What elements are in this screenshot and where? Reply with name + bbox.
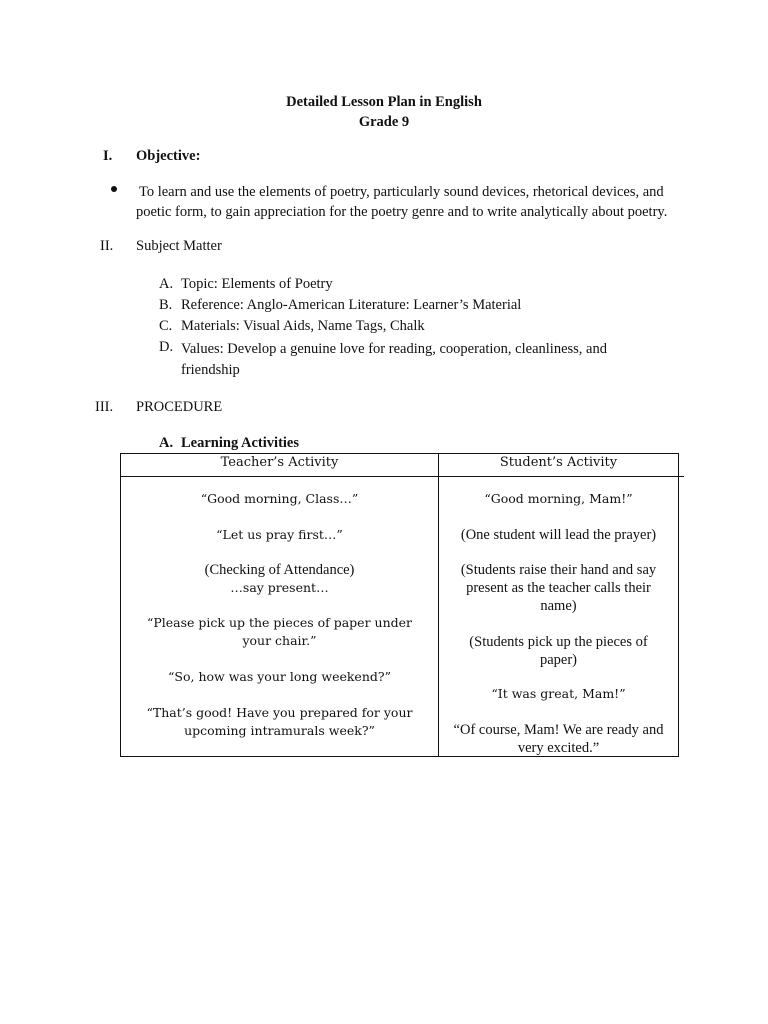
procedure-heading: PROCEDURE xyxy=(136,399,223,415)
student-pick-up-paper: (Students pick up the pieces of paper) xyxy=(469,634,648,668)
teacher-prayer: “Let us pray first…” xyxy=(216,527,343,542)
bullet-icon xyxy=(111,186,117,192)
subject-item-reference: Reference: Anglo-American Literature: Learner’s Material xyxy=(181,297,522,313)
teacher-intramurals-question: “That’s good! Have you prepared for your upcoming intramurals week?” xyxy=(146,705,413,738)
subject-item-topic: Topic: Elements of Poetry xyxy=(181,276,333,292)
document-subtitle: Grade 9 xyxy=(358,114,410,130)
student-prayer: (One student will lead the prayer) xyxy=(460,527,657,543)
subject-item-letter: B. xyxy=(159,297,173,313)
subject-matter-numeral: II. xyxy=(100,238,114,254)
learning-activities-heading: Learning Activities xyxy=(181,435,300,451)
learning-activities-table xyxy=(120,453,679,757)
student-intramurals-answer: “Of course, Mam! We are ready and very excited.” xyxy=(453,722,664,756)
objective-numeral: I. xyxy=(103,148,113,164)
subject-item-letter: C. xyxy=(159,318,173,334)
teacher-activity-header: Teacher’s Activity xyxy=(220,455,339,470)
objective-heading: Objective: xyxy=(136,148,201,164)
student-activity-header: Student’s Activity xyxy=(499,455,618,470)
objective-text: To learn and use the elements of poetry, particularly sound devices, rhetorical devices, and poetic form, to gain appreciation for the poetry genre and to write analytically about poetry. xyxy=(136,184,668,220)
student-greeting: “Good morning, Mam!” xyxy=(484,491,633,506)
learning-activities-letter: A. xyxy=(159,435,174,451)
teacher-say-present: …say present… xyxy=(230,580,329,595)
header-divider xyxy=(121,476,684,477)
document-title: Detailed Lesson Plan in English xyxy=(286,94,482,110)
subject-item-letter: A. xyxy=(159,276,174,292)
student-weekend-answer: “It was great, Mam!” xyxy=(491,686,626,701)
teacher-pick-up-paper: “Please pick up the pieces of paper under your chair.” xyxy=(146,615,413,648)
teacher-greeting: “Good morning, Class…” xyxy=(200,491,359,506)
teacher-attendance: (Checking of Attendance) xyxy=(204,562,355,578)
teacher-weekend-question: “So, how was your long weekend?” xyxy=(168,669,391,684)
student-attendance: (Students raise their hand and say present as the teacher calls their name) xyxy=(460,562,657,614)
subject-matter-heading: Subject Matter xyxy=(136,238,222,254)
procedure-numeral: III. xyxy=(95,399,114,415)
subject-item-values: Values: Develop a genuine love for reading, cooperation, cleanliness, and friendship xyxy=(181,341,607,378)
subject-item-materials: Materials: Visual Aids, Name Tags, Chalk xyxy=(181,318,425,334)
subject-item-letter: D. xyxy=(159,339,174,355)
